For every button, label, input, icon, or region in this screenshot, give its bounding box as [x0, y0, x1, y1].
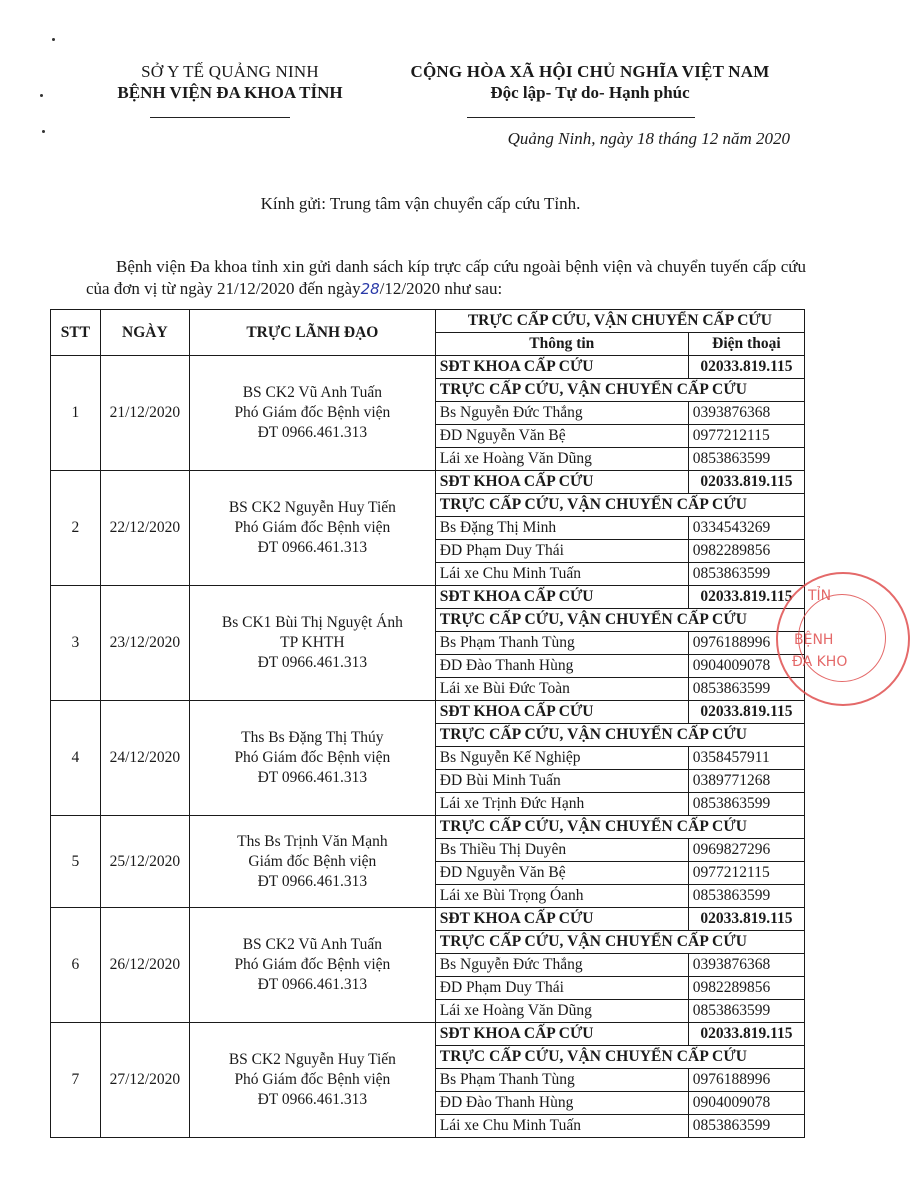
staff-phone: 0393876368 — [688, 402, 804, 425]
staff-phone: 0904009078 — [688, 655, 804, 678]
staff-phone: 0358457911 — [688, 747, 804, 770]
scan-speck — [40, 94, 43, 97]
staff-phone: 0334543269 — [688, 517, 804, 540]
duty-leader — [189, 471, 435, 586]
row-number: 1 — [51, 356, 101, 471]
duty-date: 22/12/2020 — [100, 471, 189, 586]
row-number: 5 — [51, 816, 101, 908]
seal-text-top: TỈN — [808, 588, 832, 604]
staff-name: ĐD Đào Thanh Hùng — [435, 1092, 688, 1115]
staff-name: Bs Nguyễn Đức Thắng — [435, 402, 688, 425]
national-title: CỘNG HÒA XÃ HỘI CHỦ NGHĨA VIỆT NAM — [410, 62, 770, 81]
leader-line: ĐT 0966.461.313 — [257, 872, 368, 890]
hotline-row — [51, 701, 805, 724]
leader-line: BS CK2 Vũ Anh Tuấn — [242, 384, 382, 401]
duty-heading: TRỰC CẤP CỨU, VẬN CHUYỂN CẤP CỨU — [435, 1046, 804, 1069]
staff-name: Lái xe Bùi Trọng Óanh — [435, 885, 688, 908]
staff-name: ĐD Bùi Minh Tuấn — [435, 770, 688, 793]
duty-heading: TRỰC CẤP CỨU, VẬN CHUYỂN CẤP CỨU — [435, 816, 804, 839]
leader-line: ĐT 0966.461.313 — [257, 539, 368, 556]
intro-text-end: /12/2020 như sau: — [379, 279, 503, 298]
leader-line: Ths Bs Đặng Thị Thúy — [241, 729, 384, 746]
leader-line: TP KHTH — [280, 634, 345, 651]
staff-name: ĐD Phạm Duy Thái — [435, 977, 688, 1000]
staff-phone: 0853863599 — [688, 1000, 804, 1023]
staff-name: Lái xe Bùi Đức Toàn — [435, 678, 688, 701]
duty-date: 24/12/2020 — [100, 701, 189, 816]
duty-leader — [189, 816, 435, 908]
row-number: 6 — [51, 908, 101, 1023]
leader-line: ĐT 0966.461.313 — [257, 654, 368, 671]
staff-phone: 0976188996 — [688, 1069, 804, 1092]
leader-line: Giám đốc Bệnh viện — [248, 852, 377, 870]
leader-line: BS CK2 Nguyễn Huy Tiến — [228, 1051, 396, 1068]
hotline-number: 02033.819.115 — [688, 908, 804, 931]
duty-date: 25/12/2020 — [100, 816, 189, 908]
duty-schedule-table — [50, 309, 805, 1138]
hotline-row — [51, 908, 805, 931]
header-date: NGÀY — [100, 310, 189, 356]
header-phone: Điện thoại — [688, 333, 804, 356]
staff-phone: 0389771268 — [688, 770, 804, 793]
hotline-number: 02033.819.115 — [688, 356, 804, 379]
duty-date: 23/12/2020 — [100, 586, 189, 701]
hotline-label: SĐT KHOA CẤP CỨU — [435, 701, 688, 724]
leader-line: Phó Giám đốc Bệnh viện — [234, 519, 391, 536]
duty-leader — [189, 701, 435, 816]
leader-line: ĐT 0966.461.313 — [257, 769, 368, 786]
duty-date: 26/12/2020 — [100, 908, 189, 1023]
staff-name: ĐD Nguyễn Văn Bệ — [435, 425, 688, 448]
staff-name: Bs Phạm Thanh Tùng — [435, 1069, 688, 1092]
duty-date: 21/12/2020 — [100, 356, 189, 471]
duty-heading: TRỰC CẤP CỨU, VẬN CHUYỂN CẤP CỨU — [435, 379, 804, 402]
staff-phone: 0853863599 — [688, 678, 804, 701]
leader-line: Phó Giám đốc Bệnh viện — [234, 749, 391, 766]
staff-phone: 0969827296 — [688, 839, 804, 862]
header-stt: STT — [51, 310, 101, 356]
leader-line: Bs CK1 Bùi Thị Nguyệt Ánh — [221, 614, 403, 631]
staff-name: Bs Nguyễn Kế Nghiệp — [435, 747, 688, 770]
row-number: 4 — [51, 701, 101, 816]
table-header-row — [51, 310, 805, 333]
header-underline-left — [150, 117, 290, 118]
hotline-number: 02033.819.115 — [688, 701, 804, 724]
hotline-label: SĐT KHOA CẤP CỨU — [435, 586, 688, 609]
staff-phone: 0853863599 — [688, 1115, 804, 1138]
scan-speck — [42, 130, 45, 133]
recipient-line: Kính gửi: Trung tâm vận chuyển cấp cứu Tỉnh. — [260, 194, 581, 213]
staff-phone: 0853863599 — [688, 885, 804, 908]
organization-header — [80, 62, 380, 104]
staff-name: Bs Nguyễn Đức Thắng — [435, 954, 688, 977]
staff-name: Bs Phạm Thanh Tùng — [435, 632, 688, 655]
hotline-row — [51, 356, 805, 379]
header-leadership: TRỰC LÃNH ĐẠO — [189, 310, 435, 356]
intro-paragraph — [86, 256, 806, 300]
leader-line: ĐT 0966.461.313 — [257, 976, 368, 993]
row-number: 3 — [51, 586, 101, 701]
hotline-row — [51, 586, 805, 609]
intro-text: Bệnh viện Đa khoa tỉnh xin gửi danh sách kíp trực cấp cứu ngoài bệnh viện và chuyển tuyến cấp cứu của đơn vị từ ngày 21/12/2020 đến ngày — [86, 257, 806, 298]
header-info: Thông tin — [435, 333, 688, 356]
hotline-number: 02033.819.115 — [688, 1023, 804, 1046]
leader-line: Phó Giám đốc Bệnh viện — [234, 404, 391, 421]
hospital-name: BỆNH VIỆN ĐA KHOA TỈNH — [117, 83, 343, 102]
seal-text-bottom: ĐA KHO — [792, 654, 848, 670]
hotline-label: SĐT KHOA CẤP CỨU — [435, 471, 688, 494]
leader-line: BS CK2 Nguyễn Huy Tiến — [228, 499, 396, 516]
staff-name: Bs Thiều Thị Duyên — [435, 839, 688, 862]
staff-name: ĐD Phạm Duy Thái — [435, 540, 688, 563]
staff-phone: 0853863599 — [688, 563, 804, 586]
staff-phone: 0904009078 — [688, 1092, 804, 1115]
leader-line: ĐT 0966.461.313 — [257, 1091, 368, 1108]
header-duty: TRỰC CẤP CỨU, VẬN CHUYỂN CẤP CỨU — [435, 310, 804, 333]
staff-name: Lái xe Trịnh Đức Hạnh — [435, 793, 688, 816]
duty-heading-row — [51, 816, 805, 839]
hotline-label: SĐT KHOA CẤP CỨU — [435, 356, 688, 379]
leader-line: Phó Giám đốc Bệnh viện — [234, 1071, 391, 1088]
hotline-label: SĐT KHOA CẤP CỨU — [435, 908, 688, 931]
duty-leader — [189, 356, 435, 471]
duty-heading: TRỰC CẤP CỨU, VẬN CHUYỂN CẤP CỨU — [435, 931, 804, 954]
staff-name: ĐD Đào Thanh Hùng — [435, 655, 688, 678]
duty-leader — [189, 1023, 435, 1138]
staff-phone: 0982289856 — [688, 540, 804, 563]
staff-name: Lái xe Chu Minh Tuấn — [435, 563, 688, 586]
leader-line: Ths Bs Trịnh Văn Mạnh — [237, 832, 388, 850]
staff-phone: 0853863599 — [688, 793, 804, 816]
staff-name: Lái xe Hoàng Văn Dũng — [435, 1000, 688, 1023]
staff-phone: 0982289856 — [688, 977, 804, 1000]
staff-name: Lái xe Hoàng Văn Dũng — [435, 448, 688, 471]
duty-heading: TRỰC CẤP CỨU, VẬN CHUYỂN CẤP CỨU — [435, 609, 804, 632]
staff-name: Bs Đặng Thị Minh — [435, 517, 688, 540]
leader-line: Phó Giám đốc Bệnh viện — [234, 956, 391, 973]
leader-line: BS CK2 Vũ Anh Tuấn — [242, 936, 382, 953]
staff-name: Lái xe Chu Minh Tuấn — [435, 1115, 688, 1138]
hotline-row — [51, 471, 805, 494]
duty-heading: TRỰC CẤP CỨU, VẬN CHUYỂN CẤP CỨU — [435, 724, 804, 747]
staff-name: ĐD Nguyễn Văn Bệ — [435, 862, 688, 885]
row-number: 2 — [51, 471, 101, 586]
row-number: 7 — [51, 1023, 101, 1138]
handwritten-day: 28 — [360, 280, 380, 298]
national-header — [380, 62, 800, 104]
duty-leader — [189, 908, 435, 1023]
department-name: SỞ Y TẾ QUẢNG NINH — [141, 62, 319, 81]
hotline-label: SĐT KHOA CẤP CỨU — [435, 1023, 688, 1046]
header-underline-right — [467, 117, 695, 118]
hospital-seal — [776, 572, 910, 706]
leader-line: ĐT 0966.461.313 — [257, 424, 368, 441]
date-line: Quảng Ninh, ngày 18 tháng 12 năm 2020 — [507, 129, 790, 148]
staff-phone: 0393876368 — [688, 954, 804, 977]
scan-speck — [52, 38, 55, 41]
national-motto: Độc lập- Tự do- Hạnh phúc — [490, 83, 690, 102]
hotline-number: 02033.819.115 — [688, 471, 804, 494]
hotline-row — [51, 1023, 805, 1046]
duty-date: 27/12/2020 — [100, 1023, 189, 1138]
staff-phone: 0977212115 — [688, 862, 804, 885]
staff-phone: 0853863599 — [688, 448, 804, 471]
duty-leader — [189, 586, 435, 701]
staff-phone: 0977212115 — [688, 425, 804, 448]
duty-heading: TRỰC CẤP CỨU, VẬN CHUYỂN CẤP CỨU — [435, 494, 804, 517]
hotline-number: 02033.819.115 — [688, 586, 804, 609]
seal-text-middle: BỆNH — [794, 632, 834, 648]
staff-phone: 0976188996 — [688, 632, 804, 655]
